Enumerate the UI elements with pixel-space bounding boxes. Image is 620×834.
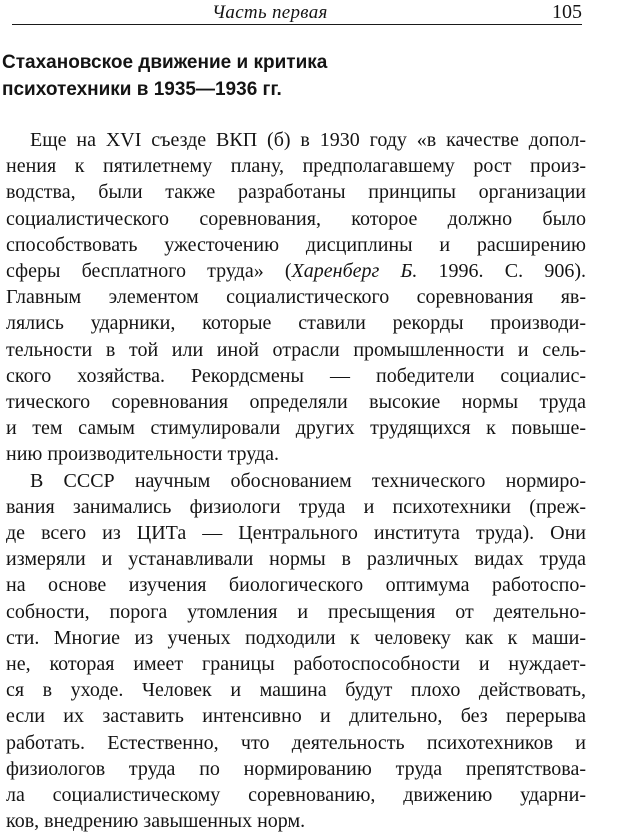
- section-heading: [2, 49, 562, 103]
- text-line: собности, порога утомления и пресыщения от деятельно-: [6, 600, 586, 623]
- running-title: Часть первая: [212, 2, 328, 23]
- text-line: Еще на XVI съезде ВКП (б) в 1930 году «в качестве допол-: [30, 129, 586, 151]
- text-line: тического соревнования определяли высокие нормы труда: [6, 391, 586, 414]
- citation-author: Харенберг Б.: [291, 260, 418, 283]
- body-text: [6, 127, 586, 834]
- text-line: ся в уходе. Человек и машина будут плохо действовать,: [6, 679, 586, 702]
- section-heading-line: психотехники в 1935—1936 гг.: [2, 79, 282, 100]
- text-line: нию производительности труда.: [6, 443, 280, 466]
- text-line: измеряли и устанавливали нормы в различных видах труда: [6, 548, 586, 571]
- text-line: вания занимались физиологи труда и психотехники (преж-: [6, 495, 586, 518]
- text-line: сти. Многие из ученых подходили к человеку как к маши-: [6, 626, 586, 649]
- text-line: социалистического соревнования, которое должно было: [6, 207, 586, 230]
- text-line: и тем самым стимулировали других трудящихся к повыше-: [6, 417, 586, 440]
- text-line: способствовать ужесточению дисциплины и расширению: [6, 233, 586, 256]
- paragraph-2: [6, 468, 586, 834]
- text-line: де всего из ЦИТа — Центрального института труда). Они: [6, 522, 586, 545]
- text-line: Главным элементом социалистического соревнования яв-: [6, 286, 586, 309]
- text-line: ского хозяйства. Рекордсмены — победители социалис-: [6, 364, 586, 387]
- text-fragment: 1996. С. 906).: [417, 260, 586, 283]
- text-line: физиологов труда по нормированию труда препятствова-: [6, 757, 586, 780]
- page-number: 105: [552, 1, 582, 23]
- text-line: В СССР научным обоснованием технического нормиро-: [30, 469, 586, 492]
- text-line: ла социалистическому соревнованию, движению ударни-: [6, 784, 586, 807]
- text-line: нения к пятилетнему плану, предполагавшему рост произ-: [6, 155, 586, 178]
- running-header: [12, 2, 582, 25]
- text-line: если их заставить интенсивно и длительно, без перерыва: [6, 705, 586, 728]
- section-heading-line: Стахановское движение и критика: [2, 52, 328, 73]
- text-line: тельности в той или иной отрасли промышленности и сель-: [6, 338, 586, 361]
- text-line: водства, были также разработаны принципы организации: [6, 181, 586, 204]
- text-line: ков, внедрению завышенных норм.: [6, 810, 306, 833]
- text-fragment: сферы бесплатного труда» (: [6, 260, 292, 283]
- text-line: работать. Естественно, что деятельность психотехников и: [6, 731, 586, 754]
- text-line: на основе изучения биологического оптимума работоспо-: [6, 574, 586, 597]
- text-line: не, которая имеет границы работоспособности и нуждает-: [6, 653, 586, 676]
- text-line: лялись ударники, которые ставили рекорды производи-: [6, 312, 586, 335]
- text-line-with-citation: [6, 258, 586, 284]
- paragraph-1: [6, 127, 586, 468]
